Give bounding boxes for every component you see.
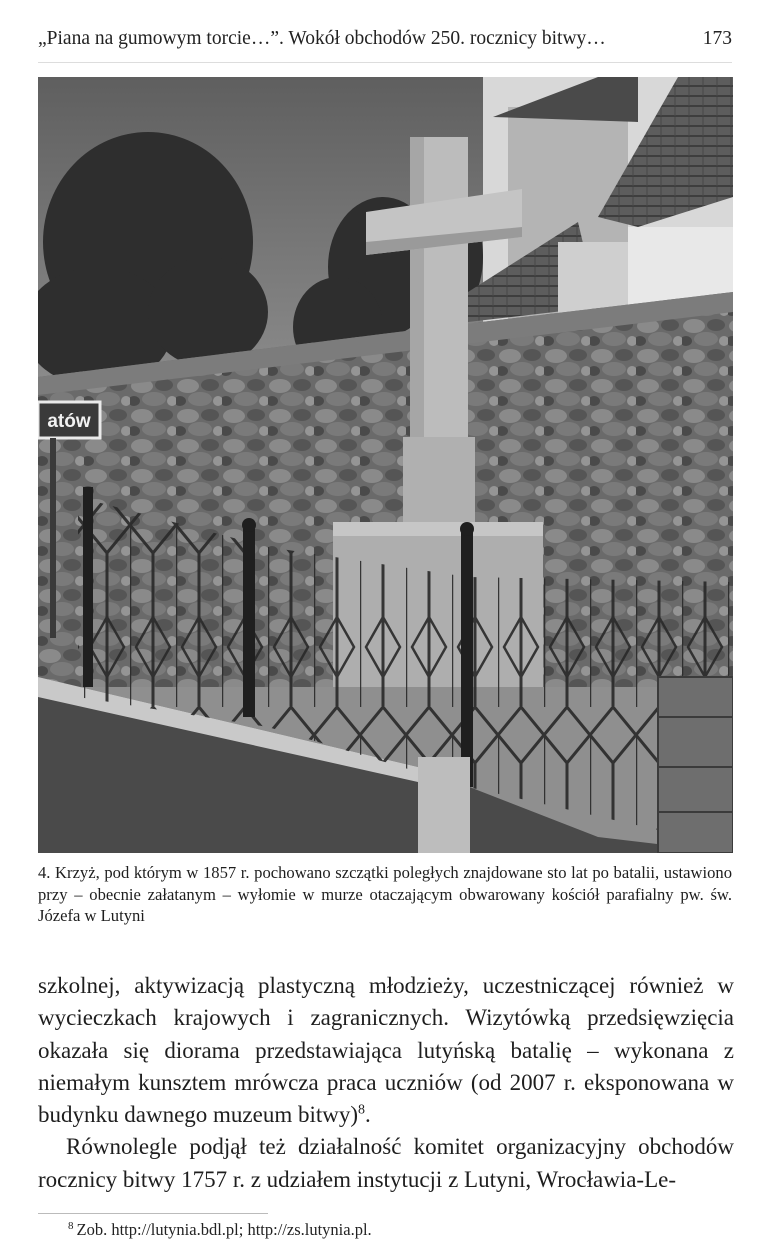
figure-caption	[38, 862, 732, 927]
running-head	[38, 28, 732, 50]
running-head-title: „Piana na gumowym torcie…”. Wokół obchodów 250. rocznicy bitwy…	[38, 28, 606, 49]
figure-caption-text: 4. Krzyż, pod którym w 1857 r. pochowano szczątki poległych znajdowane sto lat po batalii, ustawiono przy – obecnie załatanym – wyłomie w murze otaczającym obwarowany kościół parafialny pw. św. Józefa w Lutyni	[38, 863, 732, 925]
footnote	[68, 1220, 732, 1240]
footnote-reference[interactable]: 8	[358, 1102, 366, 1118]
body-text	[38, 970, 734, 1196]
header-rule	[38, 62, 732, 63]
footnote-text: Zob. http://lutynia.bdl.pl; http://zs.lutynia.pl.	[76, 1220, 372, 1239]
footnote-rule	[38, 1213, 268, 1214]
footnote-number: 8	[68, 1219, 74, 1232]
paragraph-2: Równolegle podjął też działalność komitet organizacyjny obchodów rocznicy bitwy 1757 r. z udziałem instytucji z Lutyni, Wrocławia-Le-	[38, 1134, 734, 1192]
road-sign-text: atów	[47, 411, 91, 432]
page-number: 173	[702, 28, 732, 49]
paragraph-1-end: .	[365, 1102, 371, 1128]
paragraph-1-text: szkolnej, aktywizacją plastyczną młodzieży, uczestniczącej również w wycieczkach krajowych i zagranicznych. Wizytówką przedsięwzięcia okazała się diorama przedstawiająca lutyńską batalię – wykonana z niemałym kunsztem mrówcza praca uczniów (od 2007 r. eksponowana w budynku dawnego muzeum bitwy)	[38, 973, 734, 1128]
figure-photo	[38, 77, 733, 853]
paragraph-1	[38, 970, 734, 1131]
